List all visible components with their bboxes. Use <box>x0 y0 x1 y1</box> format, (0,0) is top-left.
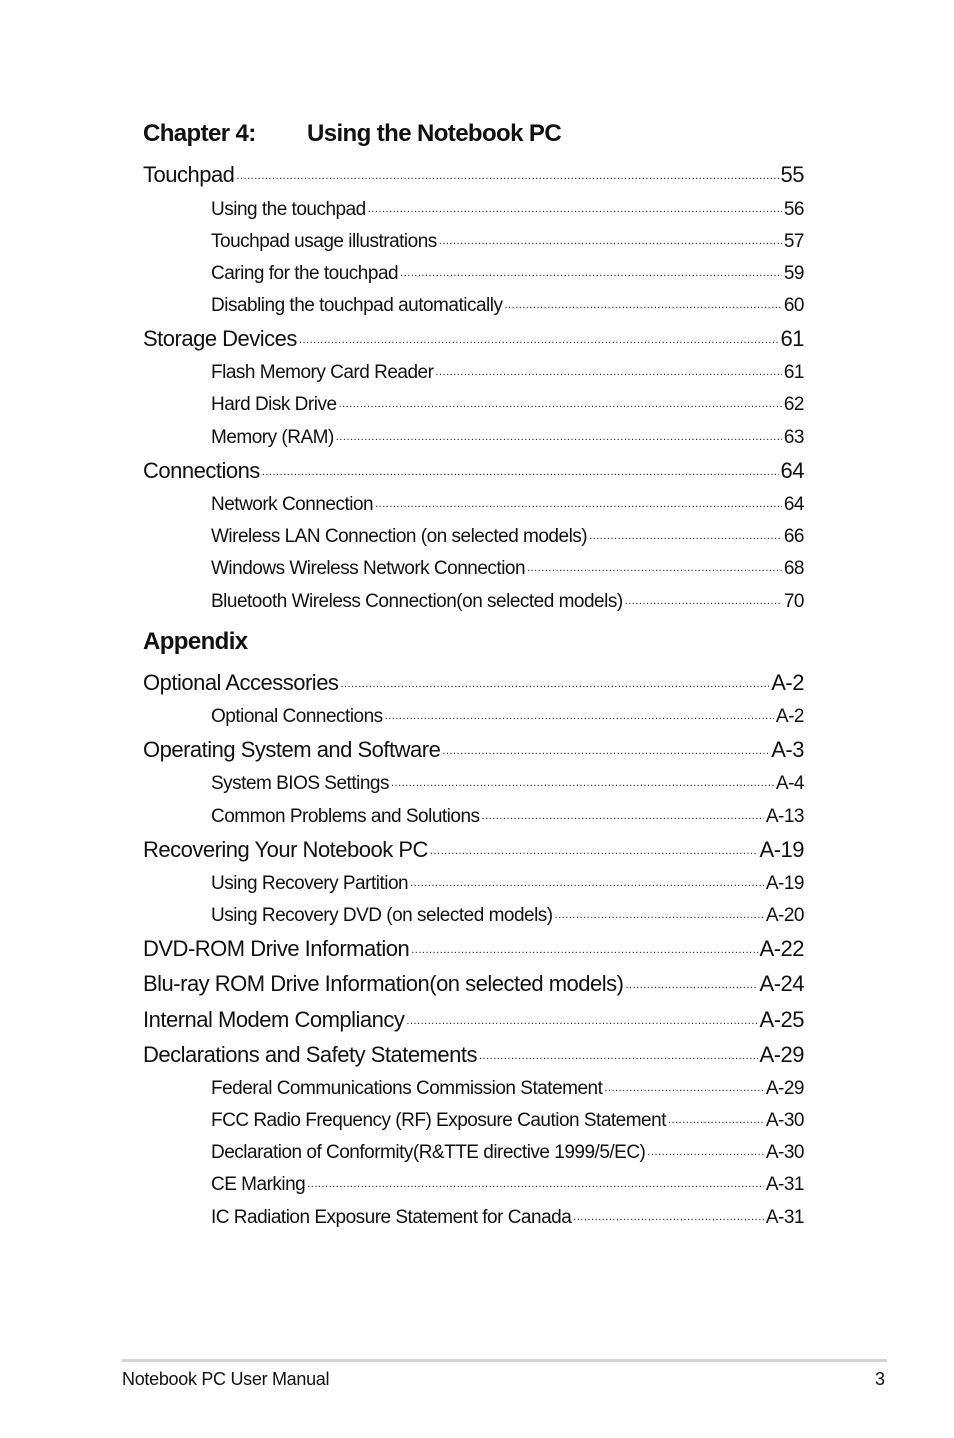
dot-leader <box>236 160 778 182</box>
dot-leader <box>479 1040 758 1062</box>
dot-leader <box>368 196 782 215</box>
toc-subentry[interactable] <box>211 1171 804 1196</box>
toc-subentry[interactable] <box>211 491 804 516</box>
toc-entry-page: 64 <box>780 458 804 483</box>
toc-entry[interactable] <box>143 735 804 763</box>
toc-entry-label: Common Problems and Solutions <box>211 806 480 827</box>
toc-entry-page: 59 <box>783 263 804 284</box>
footer-page-number: 3 <box>874 1369 885 1389</box>
toc-entry[interactable] <box>143 160 804 188</box>
toc-entry-page: A-4 <box>775 773 804 794</box>
toc-entry[interactable] <box>143 835 804 863</box>
toc-entry-page: A-29 <box>765 1078 804 1099</box>
toc-entry-label: Optional Connections <box>211 706 383 727</box>
toc-entry-page: 64 <box>783 494 804 515</box>
dot-leader <box>435 359 781 378</box>
toc-entry-page: A-30 <box>765 1142 804 1163</box>
toc-entry-page: 61 <box>783 362 804 383</box>
toc-entry-page: A-31 <box>765 1174 804 1195</box>
toc-entry[interactable] <box>143 324 804 352</box>
toc-subentry[interactable] <box>211 770 804 795</box>
footer-divider <box>122 1359 887 1362</box>
dot-leader <box>504 292 781 311</box>
toc-entry-label: Memory (RAM) <box>211 427 334 448</box>
toc-entry-page: A-22 <box>759 936 804 961</box>
toc-entry-page: 57 <box>783 231 804 252</box>
dot-leader <box>430 835 758 857</box>
dot-leader <box>604 1075 763 1094</box>
toc-subentry[interactable] <box>211 228 804 253</box>
dot-leader <box>482 803 764 822</box>
chapter-heading <box>143 120 561 148</box>
toc-entry-label: Connections <box>143 458 260 483</box>
toc-entry-page: A-29 <box>759 1042 804 1067</box>
toc-entry-page: A-19 <box>765 873 804 894</box>
chapter-number: Chapter 4: <box>143 120 256 147</box>
dot-leader <box>573 1204 764 1223</box>
toc-entry-page: 70 <box>783 591 804 612</box>
toc-entry-page: A-31 <box>765 1207 804 1228</box>
toc-subentry[interactable] <box>211 555 804 580</box>
dot-leader <box>385 703 774 722</box>
dot-leader <box>406 1005 757 1027</box>
toc-subentry[interactable] <box>211 292 804 317</box>
appendix-heading: Appendix <box>143 628 248 655</box>
toc-subentry[interactable] <box>211 260 804 285</box>
toc-entry-label: Using the touchpad <box>211 199 366 220</box>
dot-leader <box>336 424 782 443</box>
toc-subentry[interactable] <box>211 523 804 548</box>
toc-entry-label: Using Recovery DVD (on selected models) <box>211 905 553 926</box>
toc-entry-page: A-20 <box>765 905 804 926</box>
toc-subentry[interactable] <box>211 359 804 384</box>
dot-leader <box>400 260 782 279</box>
toc-entry-label: Touchpad usage illustrations <box>211 231 437 252</box>
toc-subentry[interactable] <box>211 588 804 613</box>
toc-entry-label: Recovering Your Notebook PC <box>143 837 428 862</box>
dot-leader <box>307 1171 764 1190</box>
toc-entry-label: CE Marking <box>211 1174 306 1195</box>
toc-entry-label: Blu-ray ROM Drive Information(on selected models) <box>143 971 624 996</box>
toc-entry-label: Network Connection <box>211 494 374 515</box>
dot-leader <box>647 1139 763 1158</box>
dot-leader <box>589 523 782 542</box>
toc-subentry[interactable] <box>211 1075 804 1100</box>
toc-entry-page: 62 <box>783 394 804 415</box>
dot-leader <box>625 969 757 991</box>
toc-entry-page: A-2 <box>771 670 804 695</box>
toc-entry-label: DVD-ROM Drive Information <box>143 936 410 961</box>
toc-entry-page: 61 <box>780 326 804 351</box>
dot-leader <box>262 456 779 478</box>
toc-entry-page: A-19 <box>759 837 804 862</box>
toc-entry[interactable] <box>143 456 804 484</box>
dot-leader <box>410 870 764 889</box>
dot-leader <box>442 735 769 757</box>
toc-entry-label: IC Radiation Exposure Statement for Canada <box>211 1207 572 1228</box>
toc-entry[interactable] <box>143 934 804 962</box>
toc-subentry[interactable] <box>211 391 804 416</box>
toc-entry-label: System BIOS Settings <box>211 773 389 794</box>
toc-entry-label: Touchpad <box>143 162 235 187</box>
toc-subentry[interactable] <box>211 196 804 221</box>
toc-entry-page: 66 <box>783 526 804 547</box>
dot-leader <box>668 1107 764 1126</box>
toc-entry-page: 63 <box>783 427 804 448</box>
toc-entry-page: A-25 <box>759 1007 804 1032</box>
toc-subentry[interactable] <box>211 424 804 449</box>
toc-subentry[interactable] <box>211 1204 804 1229</box>
toc-entry-label: Declaration of Conformity(R&TTE directive 1999/5/EC) <box>211 1142 646 1163</box>
toc-entry-label: Federal Communications Commission Statement <box>211 1078 603 1099</box>
toc-subentry[interactable] <box>211 1107 804 1132</box>
dot-leader <box>625 588 782 607</box>
toc-entry-label: Internal Modem Compliancy <box>143 1007 405 1032</box>
dot-leader <box>439 228 782 247</box>
toc-entry-page: 56 <box>783 199 804 220</box>
toc-entry-label: Windows Wireless Network Connection <box>211 558 526 579</box>
dot-leader <box>391 770 774 789</box>
toc-entry[interactable] <box>143 668 804 696</box>
toc-subentry[interactable] <box>211 803 804 828</box>
toc-entry-page: A-30 <box>765 1110 804 1131</box>
toc-entry-label: Wireless LAN Connection (on selected models) <box>211 526 588 547</box>
dot-leader <box>339 391 782 410</box>
toc-entry[interactable] <box>143 969 804 997</box>
dot-leader <box>340 668 769 690</box>
toc-entry-label: Operating System and Software <box>143 737 441 762</box>
dot-leader <box>527 555 782 574</box>
toc-entry-page: A-2 <box>775 706 804 727</box>
toc-entry[interactable] <box>143 1040 804 1068</box>
toc-entry-page: A-3 <box>771 737 804 762</box>
footer-title: Notebook PC User Manual <box>122 1369 330 1389</box>
dot-leader <box>375 491 782 510</box>
toc-entry-label: Using Recovery Partition <box>211 873 409 894</box>
toc-entry-label: Optional Accessories <box>143 670 339 695</box>
toc-entry-label: Bluetooth Wireless Connection(on selected models) <box>211 591 623 612</box>
toc-entry-label: Disabling the touchpad automatically <box>211 295 503 316</box>
toc-entry-page: 68 <box>783 558 804 579</box>
dot-leader <box>411 934 757 956</box>
toc-entry-page: 60 <box>783 295 804 316</box>
toc-subentry[interactable] <box>211 703 804 728</box>
toc-entry[interactable] <box>143 1005 804 1033</box>
dot-leader <box>299 324 779 346</box>
toc-subentry[interactable] <box>211 1139 804 1164</box>
toc-entry-label: Hard Disk Drive <box>211 394 337 415</box>
dot-leader <box>555 902 764 921</box>
toc-entry-label: Caring for the touchpad <box>211 263 399 284</box>
toc-subentry[interactable] <box>211 870 804 895</box>
toc-entry-page: A-24 <box>759 971 804 996</box>
chapter-title: Using the Notebook PC <box>307 120 562 147</box>
toc-entry-label: Storage Devices <box>143 326 297 351</box>
toc-entry-page: 55 <box>780 162 804 187</box>
toc-entry-page: A-13 <box>765 806 804 827</box>
toc-entry-label: Declarations and Safety Statements <box>143 1042 477 1067</box>
toc-entry-label: FCC Radio Frequency (RF) Exposure Caution Statement <box>211 1110 666 1131</box>
toc-subentry[interactable] <box>211 902 804 927</box>
toc-entry-label: Flash Memory Card Reader <box>211 362 434 383</box>
